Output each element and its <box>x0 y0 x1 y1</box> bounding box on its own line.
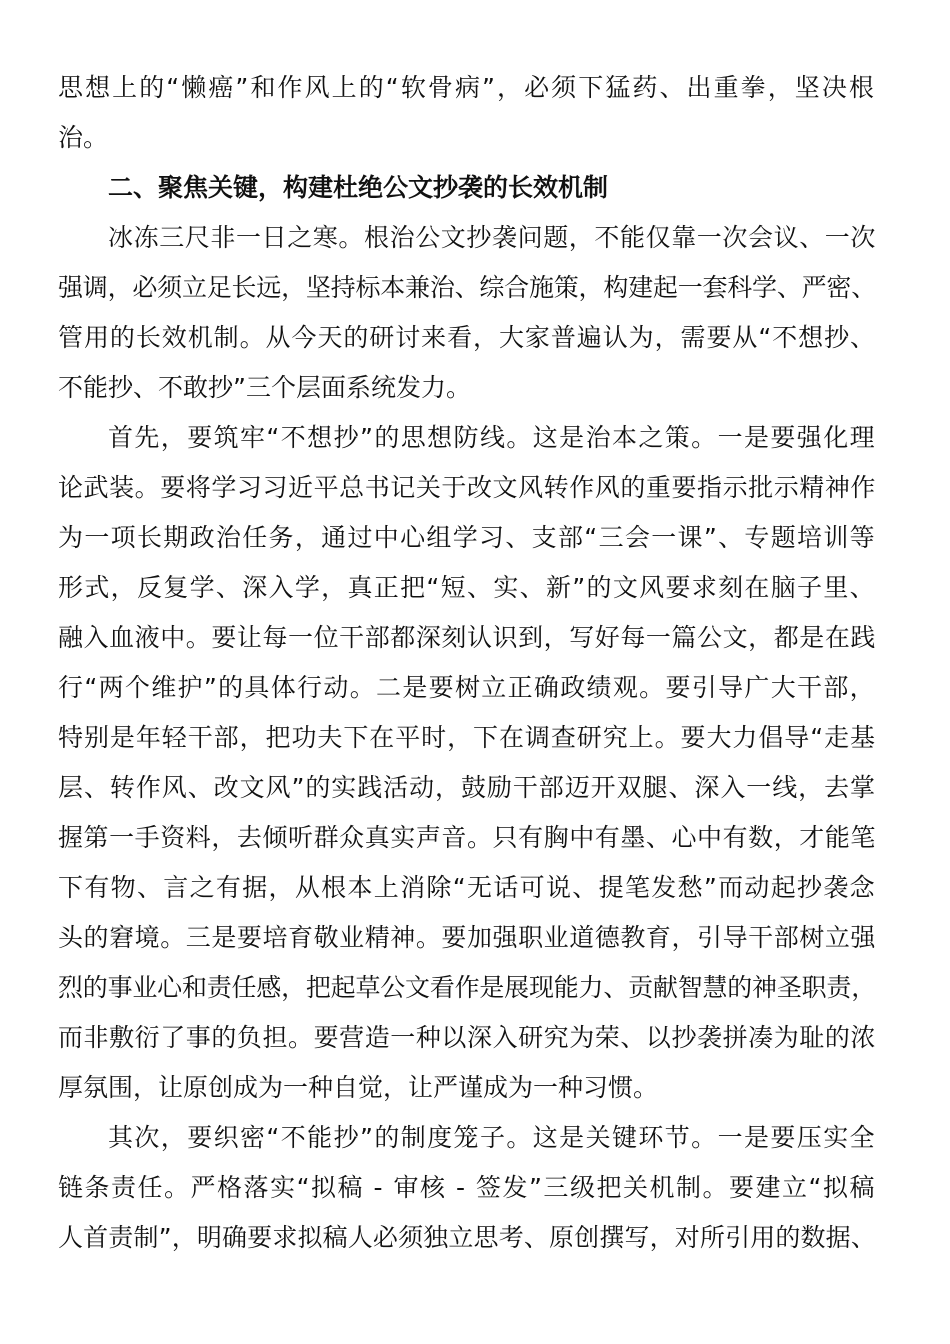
text-line: 行“两个维护”的具体行动。二是要树立正确政绩观。要引导广大干部， <box>58 673 876 702</box>
text-line: 首先，要筑牢“不想抄”的思想防线。这是治本之策。一是要强化理 <box>108 423 876 452</box>
text-line: 管用的长效机制。从今天的研讨来看，大家普遍认为，需要从“不想抄、 <box>58 323 876 352</box>
text-line-row <box>58 1170 876 1220</box>
text-line-row <box>58 870 876 920</box>
text-line-row <box>58 1020 876 1070</box>
text-line: 不能抄、不敢抄”三个层面系统发力。 <box>58 373 471 402</box>
text-line-row <box>58 620 876 670</box>
text-line: 论武装。要将学习习近平总书记关于改文风转作风的重要指示批示精神作 <box>58 473 876 502</box>
text-line-row <box>58 820 876 870</box>
text-line-row <box>58 720 876 770</box>
text-line: 下有物、言之有据，从根本上消除“无话可说、提笔发愁”而动起抄袭念 <box>58 873 876 902</box>
text-line-row <box>58 1220 876 1270</box>
text-line-row <box>58 270 876 320</box>
text-line: 治。 <box>58 123 109 152</box>
text-line-row <box>58 920 876 970</box>
text-line-row <box>58 670 876 720</box>
text-line: 强调，必须立足长远，坚持标本兼治、综合施策，构建起一套科学、严密、 <box>58 273 876 302</box>
text-line: 握第一手资料，去倾听群众真实声音。只有胸中有墨、心中有数，才能笔 <box>58 823 876 852</box>
text-line: 烈的事业心和责任感，把起草公文看作是展现能力、贡献智慧的神圣职责， <box>58 973 876 1002</box>
text-line: 特别是年轻干部，把功夫下在平时，下在调查研究上。要大力倡导“走基 <box>58 723 876 752</box>
text-line-row <box>58 220 876 270</box>
section-heading-row <box>58 170 876 220</box>
text-line: 头的窘境。三是要培育敬业精神。要加强职业道德教育，引导干部树立强 <box>58 923 876 952</box>
text-line-row <box>58 120 876 170</box>
section-heading: 二、聚焦关键，构建杜绝公文抄袭的长效机制 <box>108 173 609 202</box>
text-line-row <box>58 570 876 620</box>
text-line-row <box>58 970 876 1020</box>
text-line-row <box>58 470 876 520</box>
text-line-row <box>58 1070 876 1120</box>
text-line: 融入血液中。要让每一位干部都深刻认识到，写好每一篇公文，都是在践 <box>58 623 876 652</box>
text-line-row <box>58 370 876 420</box>
text-line: 其次，要织密“不能抄”的制度笼子。这是关键环节。一是要压实全 <box>108 1123 876 1152</box>
text-line-row <box>58 70 876 120</box>
text-line-row <box>58 420 876 470</box>
text-line: 形式，反复学、深入学，真正把“短、实、新”的文风要求刻在脑子里、 <box>58 573 876 602</box>
text-line: 而非敷衍了事的负担。要营造一种以深入研究为荣、以抄袭拼凑为耻的浓 <box>58 1023 876 1052</box>
text-line: 厚氛围，让原创成为一种自觉，让严谨成为一种习惯。 <box>58 1073 659 1102</box>
text-line-row <box>58 520 876 570</box>
document-page <box>58 70 876 1270</box>
text-line-row <box>58 770 876 820</box>
text-line-row <box>58 1120 876 1170</box>
text-line: 人首责制”，明确要求拟稿人必须独立思考、原创撰写，对所引用的数据、 <box>58 1223 876 1252</box>
text-line: 链条责任。严格落实“拟稿 - 审核 - 签发”三级把关机制。要建立“拟稿 <box>58 1173 876 1202</box>
text-line-row <box>58 320 876 370</box>
text-line: 为一项长期政治任务，通过中心组学习、支部“三会一课”、专题培训等 <box>58 523 876 552</box>
text-line: 思想上的“懒癌”和作风上的“软骨病”，必须下猛药、出重拳，坚决根 <box>58 73 876 102</box>
text-line: 层、转作风、改文风”的实践活动，鼓励干部迈开双腿、深入一线，去掌 <box>58 773 876 802</box>
text-line: 冰冻三尺非一日之寒。根治公文抄袭问题，不能仅靠一次会议、一次 <box>108 223 876 252</box>
